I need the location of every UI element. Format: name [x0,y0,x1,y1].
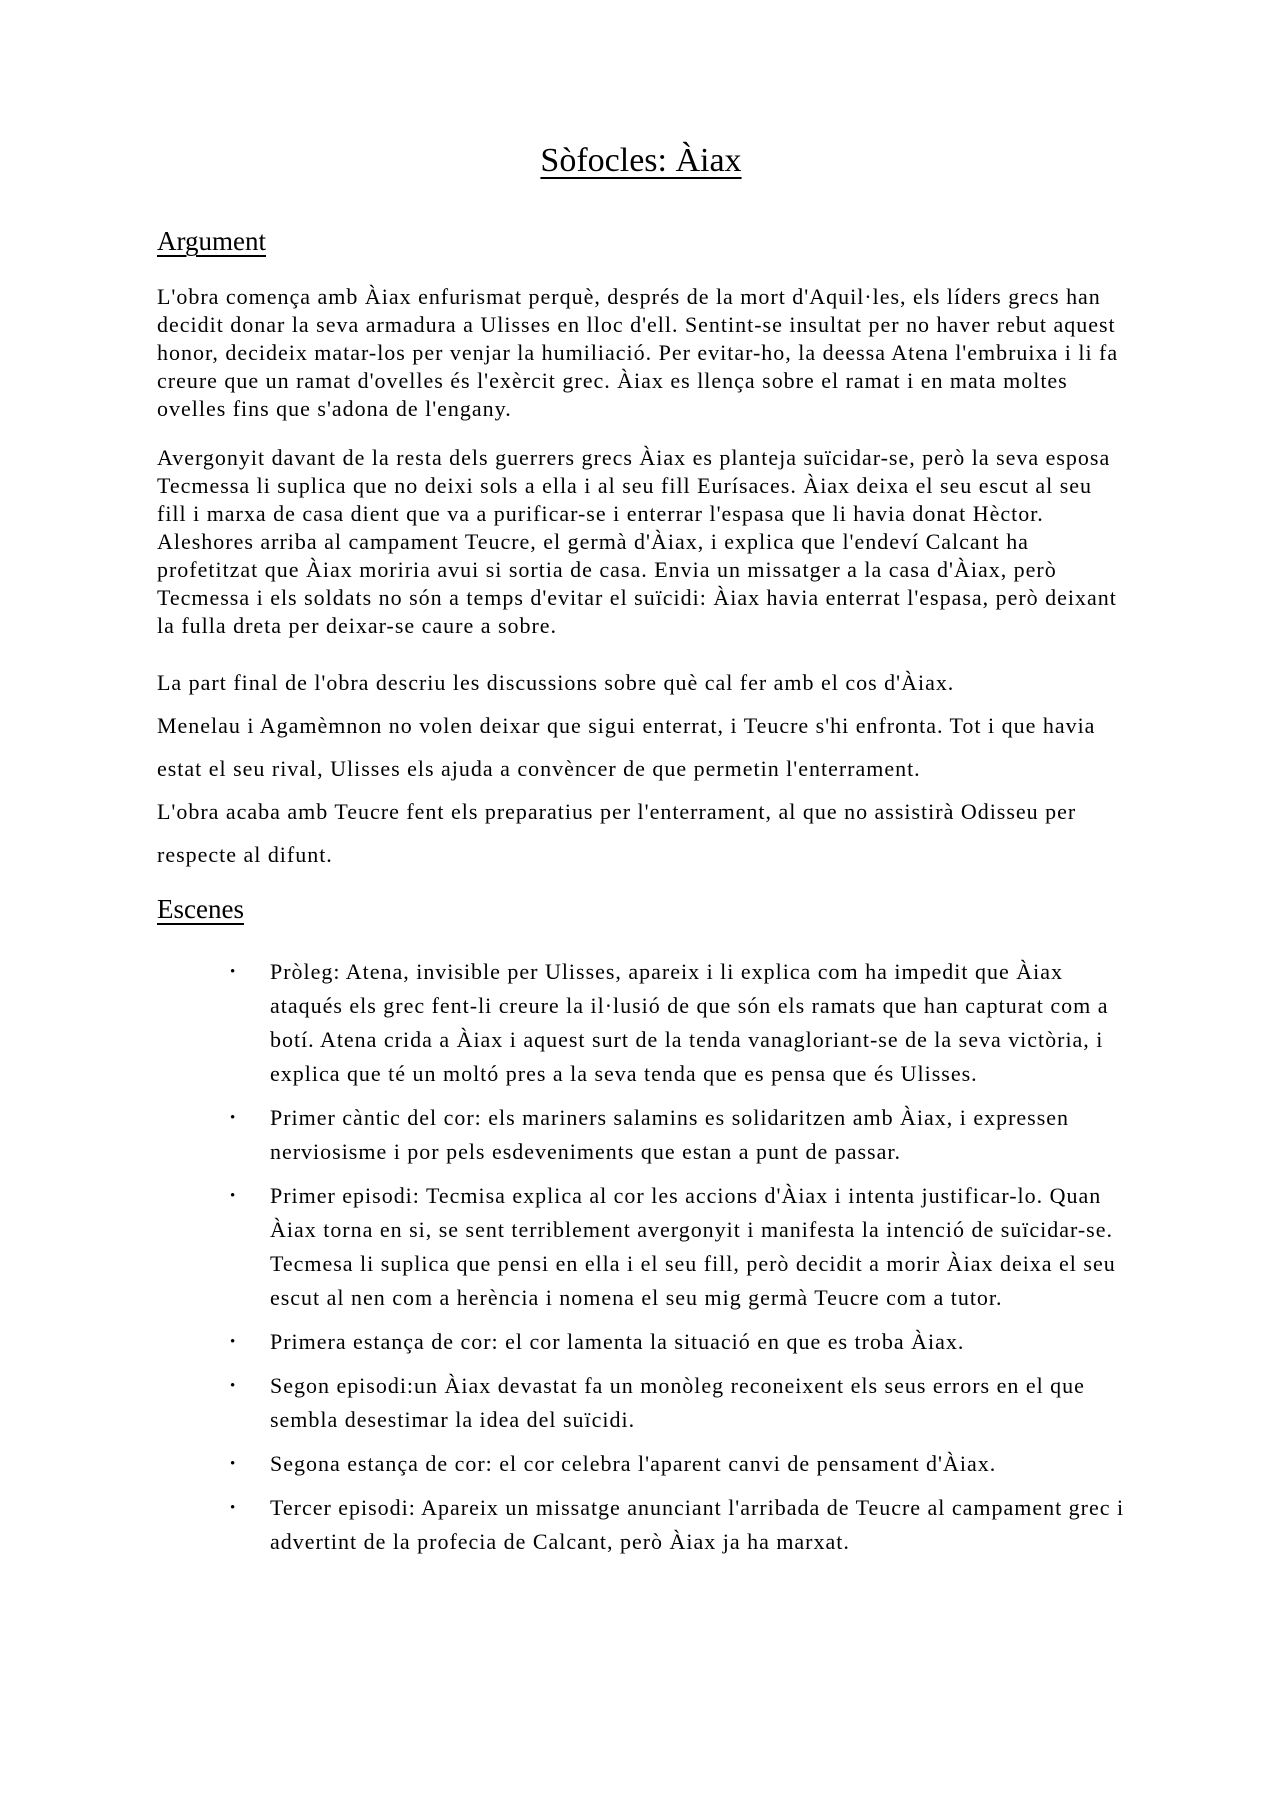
scene-item-text: Pròleg: Atena, invisible per Ulisses, apareix i li explica com ha impedit que Àiax ataqués els grec fent-li creure la il·lusió de que són els ramats que han capturat com a botí. Atena crida a Àiax i aquest surt de la tenda vanagloriant-se de la seva victòria, i explica que té un moltó pres a la seva tenda que es pensa que és Ulisses. [270,959,1109,1086]
argument-paragraph-4: Menelau i Agamèmnon no volen deixar que sigui enterrat, i Teucre s'hi enfronta. Tot i que havia estat el seu rival, Ulisses els ajuda a convèncer de que permetin l'enterrament. [157,713,1096,781]
bullet-icon: • [230,964,236,980]
scene-list-item-primer-cantic [157,1101,1125,1169]
document-title: Sòfocles: Àiax [540,142,742,179]
scene-list-item-primera-estanca [157,1325,1125,1359]
bullet-icon: • [230,1500,236,1516]
scene-list-item-segona-estanca [157,1447,1125,1481]
argument-paragraph-2: Avergonyit davant de la resta dels guerrers grecs Àiax es planteja suïcidar-se, però la seva esposa Tecmessa li suplica que no deixi sols a ella i al seu fill Eurísaces. Àiax deixa el seu escut al seu fill i marxa de casa dient que va a purificar-se i enterrar l'espasa que li havia donat Hèctor. Aleshores arriba al campament Teucre, el germà d'Àiax, i explica que l'endeví Calcant ha profetitzat que Àiax moriria avui si sortia de casa. Envia un missatger a la casa d'Àiax, però Tecmessa i els soldats no són a temps d'evitar el suïcidi: Àiax havia enterrat l'espasa, però deixant la fulla dreta per deixar-se caure a sobre. [157,445,1117,638]
argument-paragraph-1: L'obra comença amb Àiax enfurismat perquè, després de la mort d'Aquil·les, els líders grecs han decidit donar la seva armadura a Ulisses en lloc d'ell. Sentint-se insultat per no haver rebut aquest honor, decideix matar-los per venjar la humiliació. Per evitar-ho, la deessa Atena l'embruixa i li fa creure que un ramat d'ovelles és l'exèrcit grec. Àiax es llença sobre el ramat i en mata moltes ovelles fins que s'adona de l'engany. [157,284,1119,421]
argument-paragraph-3: La part final de l'obra descriu les discussions sobre què cal fer amb el cos d'Àiax. [157,670,955,695]
bullet-icon: • [230,1188,236,1204]
bullet-icon: • [230,1456,236,1472]
bullet-icon: • [230,1334,236,1350]
scene-list-item-proleg [157,955,1125,1091]
escenes-heading: Escenes [157,894,244,924]
scene-item-text: Tercer episodi: Apareix un missatge anunciant l'arribada de Teucre al campament grec i advertint de la profecia de Calcant, però Àiax ja ha marxat. [270,1495,1125,1554]
scene-list [157,955,1125,1559]
scene-item-text: Primer càntic del cor: els mariners salamins es solidaritzen amb Àiax, i expressen nerviosisme i por pels esdeveniments que estan a punt de passar. [270,1105,1070,1164]
scene-item-text: Segona estança de cor: el cor celebra l'aparent canvi de pensament d'Àiax. [270,1451,997,1476]
scene-list-item-tercer-episodi [157,1491,1125,1559]
scene-list-item-segon-episodi [157,1369,1125,1437]
bullet-icon: • [230,1110,236,1126]
scene-list-item-primer-episodi [157,1179,1125,1315]
bullet-icon: • [230,1378,236,1394]
argument-paragraph-5: L'obra acaba amb Teucre fent els preparatius per l'enterrament, al que no assistirà Odisseu per respecte al difunt. [157,799,1077,867]
scene-item-text: Segon episodi:un Àiax devastat fa un monòleg reconeixent els seus errors en el que sembla desestimar la idea del suïcidi. [270,1373,1085,1432]
scene-item-text: Primer episodi: Tecmisa explica al cor les accions d'Àiax i intenta justificar-lo. Quan Àiax torna en si, se sent terriblement avergonyit i manifesta la intenció de suïcidar-se. Tecmesa li suplica que pensi en ella i el seu fill, però decidit a morir Àiax deixa el seu escut al nen com a herència i nomena el seu mig germà Teucre com a tutor. [270,1183,1116,1310]
scene-item-text: Primera estança de cor: el cor lamenta la situació en que es troba Àiax. [270,1329,965,1354]
argument-heading: Argument [157,226,266,256]
